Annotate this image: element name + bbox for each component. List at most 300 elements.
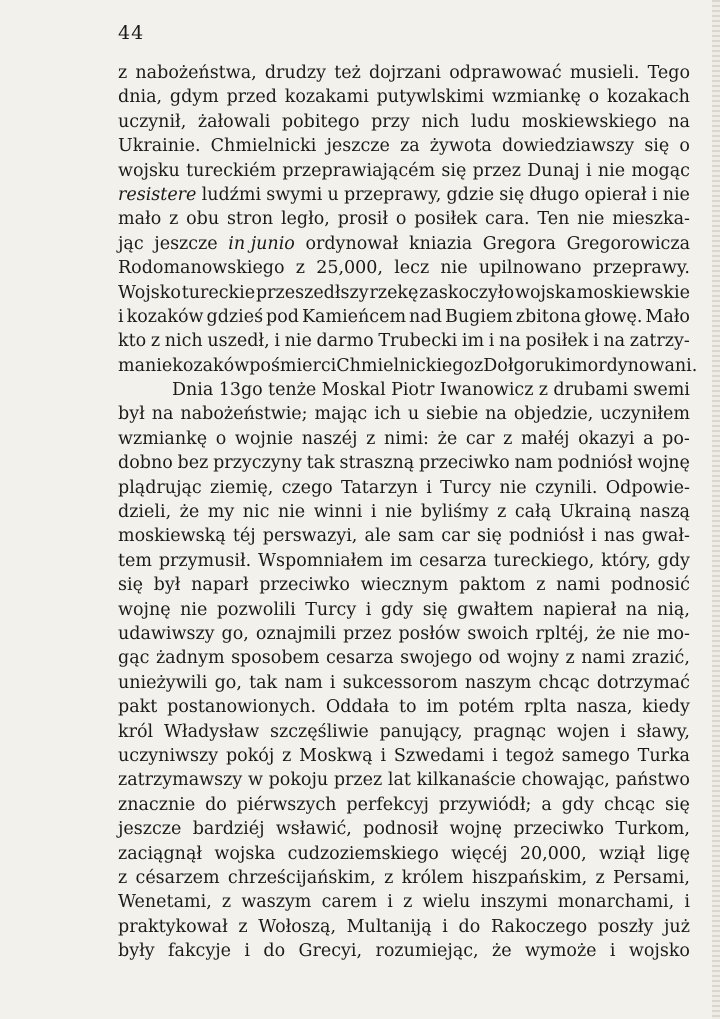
page-edge <box>712 0 720 1019</box>
word: Dunaj <box>527 160 580 181</box>
word: dotrzymać <box>596 672 690 693</box>
word: Piotr <box>391 380 435 401</box>
word: mieszka- <box>612 209 690 230</box>
word: ludźmi <box>201 184 262 205</box>
word: przeciwko <box>513 819 605 840</box>
word: przez <box>333 770 383 791</box>
word: i <box>593 331 599 352</box>
word: nie <box>622 623 650 644</box>
word: Turka <box>637 745 690 766</box>
text-line <box>118 110 690 134</box>
word: o <box>395 209 407 230</box>
word: jeszcze <box>326 136 390 157</box>
text-line <box>118 866 690 890</box>
word: nie <box>180 599 208 620</box>
word: pobitego <box>281 111 360 132</box>
word: Bugiem <box>444 306 513 327</box>
word: Grecyi, <box>298 941 363 962</box>
word: hiszpańskim, <box>471 867 588 888</box>
word: Kamieńcem <box>301 306 407 327</box>
word: chowając, <box>521 770 610 791</box>
word: Ten <box>537 209 570 230</box>
word: panujący, <box>379 721 463 742</box>
word: 20,000, <box>519 843 587 864</box>
word: kilkanaście <box>416 770 516 791</box>
word: wzmiankę <box>118 428 208 449</box>
word: swymi <box>266 184 323 205</box>
word: Wojsko <box>118 282 181 303</box>
word: zaciągnął <box>118 843 203 864</box>
word: przeprawiającém <box>282 160 436 181</box>
word: opierał <box>584 184 647 205</box>
word: kto <box>118 331 147 352</box>
word: césarzem <box>135 867 220 888</box>
word: z <box>474 355 484 376</box>
word: drubami <box>553 380 629 401</box>
word: Szwedami <box>393 745 485 766</box>
word: Dnia <box>172 380 214 401</box>
word: gdym <box>169 87 219 108</box>
word: wielu <box>422 892 471 913</box>
word: Odpowie- <box>605 477 690 498</box>
text-line <box>118 378 690 402</box>
word: o <box>215 428 227 449</box>
word: przywiódł; <box>438 794 532 815</box>
word: się <box>664 794 690 815</box>
word: straszną <box>339 453 415 474</box>
word: szczęśliwie <box>270 721 369 742</box>
word: wsławić, <box>275 819 352 840</box>
word: przed <box>226 87 277 108</box>
word: i <box>329 672 336 693</box>
text-line <box>118 354 698 378</box>
word: Dołgorukim <box>483 355 588 376</box>
word: Ukrainie. <box>118 136 201 157</box>
text-line <box>118 85 690 109</box>
word: i <box>609 941 616 962</box>
word: Chmielnickiego <box>336 355 475 376</box>
text-line <box>118 622 690 646</box>
word: małéj <box>521 428 570 449</box>
word: bez <box>177 453 209 474</box>
word: to <box>399 697 417 718</box>
word: posłów <box>398 623 461 644</box>
word: z <box>595 867 605 888</box>
word: wziął <box>599 843 645 864</box>
word: dnia, <box>118 87 163 108</box>
word: i <box>620 721 626 742</box>
word: do <box>263 941 286 962</box>
page-number: 44 <box>118 22 145 44</box>
word: za <box>399 136 420 157</box>
word: 13go <box>218 380 263 401</box>
word: cara. <box>484 209 530 230</box>
word: Moskwą <box>299 745 373 766</box>
word: Persami, <box>613 867 690 888</box>
word: jąc <box>118 233 144 254</box>
word: wojnę <box>637 453 690 474</box>
word: chrześcijańskim, <box>227 867 376 888</box>
word: przeprawy, <box>344 184 442 205</box>
word: dzieli, <box>118 502 172 523</box>
word: się <box>644 136 670 157</box>
word: kozaków <box>126 306 204 327</box>
text-line <box>118 256 690 280</box>
word: gwał- <box>641 526 690 547</box>
word: nam <box>514 453 553 474</box>
word: wojsko <box>628 941 690 962</box>
word: nią, <box>657 599 690 620</box>
word: zaskoczyło <box>419 282 515 303</box>
text-line <box>118 451 690 475</box>
word: wojsku <box>118 160 180 181</box>
word: ich <box>374 404 401 425</box>
word: o <box>679 136 690 157</box>
word: inszymi <box>480 892 548 913</box>
text-line <box>118 842 690 866</box>
word: drudzy <box>264 63 327 83</box>
word: i <box>426 477 432 498</box>
word: w <box>247 770 263 791</box>
word: Rakoczego <box>490 916 588 937</box>
word: udawiwszy <box>118 623 215 644</box>
word: monarchami, <box>557 892 675 913</box>
word: i <box>118 306 124 327</box>
word: wojen <box>556 721 610 742</box>
word: sam <box>398 526 435 547</box>
word: nie <box>385 502 413 523</box>
word: a <box>643 428 654 449</box>
body-text <box>118 61 698 963</box>
word: cudzoziemskiego <box>287 843 439 864</box>
text-line <box>118 134 690 158</box>
word: Turcy <box>305 599 357 620</box>
word: ordynowani. <box>587 355 698 376</box>
word: winni <box>313 502 363 523</box>
word: był <box>153 575 181 596</box>
word: nimi: <box>383 428 429 449</box>
word: przez <box>472 160 521 181</box>
word: prosił <box>337 209 389 230</box>
word: z <box>295 258 305 279</box>
word: wojska <box>514 282 576 303</box>
word: państwo <box>615 770 690 791</box>
word: podniósł <box>509 526 585 547</box>
word: jeszcze <box>118 819 182 840</box>
text-line <box>118 427 690 451</box>
word: z <box>384 867 394 888</box>
text-line <box>118 232 690 256</box>
word: swemi <box>633 380 690 401</box>
word: nad <box>409 306 442 327</box>
word: car <box>441 526 470 547</box>
word: ale <box>364 526 391 547</box>
text-line <box>118 281 690 305</box>
word: odprawować <box>449 63 562 83</box>
word: téj <box>232 526 256 547</box>
word: Wenetami, <box>118 892 212 913</box>
word: rpltéj, <box>535 623 590 644</box>
word: na <box>625 599 648 620</box>
word: Władysław <box>163 721 260 742</box>
word: po- <box>662 428 690 449</box>
word: mogąc <box>631 160 690 181</box>
word: po <box>249 355 271 376</box>
word: praktykował <box>118 916 228 937</box>
word: i <box>492 745 498 766</box>
word: chcąc <box>538 672 590 693</box>
text-line <box>118 720 690 744</box>
word: oznajmili <box>255 623 337 644</box>
text-line <box>118 61 690 85</box>
word: mając <box>314 404 368 425</box>
word: nie <box>597 160 626 181</box>
word: 25,000, <box>316 258 383 279</box>
text-line <box>118 573 690 597</box>
word: nie <box>499 477 527 498</box>
word: byliśmy <box>420 502 489 523</box>
word: przeciwko <box>259 575 350 596</box>
word: i <box>591 526 597 547</box>
word: tegoż <box>505 745 554 766</box>
word: podniósł <box>557 453 633 474</box>
word: i <box>488 331 495 352</box>
word: okazyi <box>578 428 635 449</box>
word: pokoju <box>268 770 329 791</box>
word: nami <box>556 575 601 596</box>
word: Trubecki <box>378 331 458 352</box>
word: mo- <box>656 623 690 644</box>
word: przeszedłszy <box>255 282 369 303</box>
word: i <box>684 892 690 913</box>
word: podnosić <box>610 575 690 596</box>
word: nich <box>421 111 460 132</box>
word: im <box>461 331 485 352</box>
word: który, <box>601 550 651 571</box>
word: się <box>118 575 143 596</box>
word: tureckiego, <box>493 550 595 571</box>
text-line <box>118 500 690 524</box>
word: upilnowano <box>478 258 582 279</box>
word: car <box>465 428 495 449</box>
word: z <box>538 380 549 401</box>
word: darmo <box>316 331 374 352</box>
word: nami <box>581 648 626 669</box>
word: do <box>458 916 481 937</box>
word: że <box>437 428 458 449</box>
word: Gregorowicza <box>566 233 690 254</box>
word: z <box>536 575 546 596</box>
word: z <box>118 867 128 888</box>
text-line <box>118 183 690 207</box>
word: plądrując <box>118 477 202 498</box>
word: Moskal <box>321 380 386 401</box>
text-line <box>118 768 690 792</box>
word: się <box>422 599 448 620</box>
word: głowę. <box>584 306 643 327</box>
word: i <box>651 184 658 205</box>
word: z <box>503 428 513 449</box>
word: nie <box>577 209 605 230</box>
word: i <box>370 502 377 523</box>
word: carem <box>321 892 378 913</box>
word: dojrzani <box>368 63 442 83</box>
word: z <box>366 428 376 449</box>
word: się <box>441 160 467 181</box>
word: tenże <box>268 380 317 401</box>
word: nie <box>440 258 468 279</box>
word: legło, <box>280 209 330 230</box>
word: uszedł, <box>207 331 270 352</box>
word: królem <box>401 867 464 888</box>
word: posiłek <box>525 331 589 352</box>
word: zatrzy- <box>629 331 690 352</box>
word: gdy <box>561 794 594 815</box>
word: Oddała <box>325 697 390 718</box>
word: sposobem <box>231 648 320 669</box>
word: na <box>485 404 507 425</box>
word: z <box>565 648 575 669</box>
word: samego <box>561 745 630 766</box>
word: rozumiejąc, <box>375 941 479 962</box>
word: siebie <box>426 404 479 425</box>
word: na <box>499 331 521 352</box>
word: musieli. <box>569 63 640 83</box>
text-line <box>118 329 690 353</box>
word: swoich <box>467 623 529 644</box>
word: kniazia <box>408 233 473 254</box>
word: a <box>541 794 552 815</box>
word: całą <box>514 502 552 523</box>
word: nam <box>284 672 323 693</box>
word: tureckiém <box>186 160 277 181</box>
word: wojska <box>214 843 276 864</box>
word: i <box>244 941 251 962</box>
word: piérwszych <box>236 794 337 815</box>
word: się <box>499 184 525 205</box>
word: perfekcyj <box>346 794 429 815</box>
word: też <box>334 63 361 83</box>
word: bardziéj <box>192 819 265 840</box>
word: obu <box>186 209 220 230</box>
word: pozwolili <box>216 599 296 620</box>
word: ludu <box>470 111 511 132</box>
word: moskiewskiego <box>521 111 657 132</box>
word: lecz <box>394 258 430 279</box>
word: i <box>380 745 387 766</box>
word: wiecznym <box>360 575 449 596</box>
word: swojego <box>400 648 473 669</box>
text-line <box>118 159 690 183</box>
word: perswazyi, <box>262 526 358 547</box>
word: na <box>603 331 626 352</box>
word: im <box>426 697 449 718</box>
word: go, <box>214 672 242 693</box>
word: gwałtem <box>457 599 534 620</box>
word: potém <box>458 697 515 718</box>
word: gdy <box>380 599 414 620</box>
word: nie <box>284 331 312 352</box>
text-line <box>118 793 690 817</box>
text-line <box>118 671 690 695</box>
word: czynili. <box>534 477 598 498</box>
text-line <box>118 402 690 426</box>
word: manie <box>118 355 173 376</box>
word: naparł <box>191 575 249 596</box>
word: zrazić, <box>631 648 690 669</box>
word: im <box>390 550 413 571</box>
text-line <box>118 817 690 841</box>
word: sławy, <box>636 721 690 742</box>
word: u <box>327 184 339 205</box>
word: czego <box>281 477 333 498</box>
word: pakt <box>118 697 158 718</box>
word: jeszcze <box>154 233 218 254</box>
word: i <box>586 160 592 181</box>
word: kozaków <box>172 355 250 376</box>
word: nabożeństwa, <box>135 63 257 83</box>
word: dobno <box>118 453 173 474</box>
word: lat <box>387 770 411 791</box>
word: Tego <box>647 63 690 83</box>
text-line <box>118 476 690 500</box>
word: z <box>221 892 232 913</box>
word: przyczyny <box>213 453 302 474</box>
word: nie <box>277 502 306 523</box>
word: przez <box>343 623 392 644</box>
word: go, <box>221 623 249 644</box>
word: unieżywili <box>118 672 208 693</box>
word: na <box>151 404 174 425</box>
text-line <box>118 939 690 963</box>
word: przeciwko <box>418 453 510 474</box>
text-line <box>118 524 690 548</box>
word: już <box>664 916 690 937</box>
word: tak <box>306 453 335 474</box>
word: Chmielnicki <box>210 136 317 157</box>
word: z <box>169 209 179 230</box>
word: żałowali <box>197 111 271 132</box>
word: posiłek <box>414 209 478 230</box>
word: wzmiankę <box>491 87 581 108</box>
word: napierał <box>542 599 617 620</box>
text-line <box>118 915 690 939</box>
word: Mało <box>645 306 690 327</box>
word: z <box>403 892 413 913</box>
word: dowiedziawszy <box>501 136 635 157</box>
word: na <box>668 111 690 132</box>
word: cesarza <box>325 648 394 669</box>
word: Rodomanowskiego <box>118 258 285 279</box>
word: przy <box>371 111 410 132</box>
word: mało <box>118 209 162 230</box>
text-line <box>118 305 690 329</box>
word: podnosił <box>363 819 439 840</box>
word: przymusił. <box>158 550 252 571</box>
word: ziemię, <box>210 477 274 498</box>
word: z <box>238 916 248 937</box>
word: cesarza <box>419 550 487 571</box>
word: od <box>478 648 501 669</box>
word: u <box>407 404 420 425</box>
word: Tatarzyn <box>341 477 418 498</box>
word: resistere <box>118 184 197 205</box>
word: in junio <box>228 233 295 254</box>
word: z <box>282 745 292 766</box>
word: ligę <box>657 843 690 864</box>
text-line <box>118 646 690 670</box>
word: Multaniją <box>346 916 432 937</box>
